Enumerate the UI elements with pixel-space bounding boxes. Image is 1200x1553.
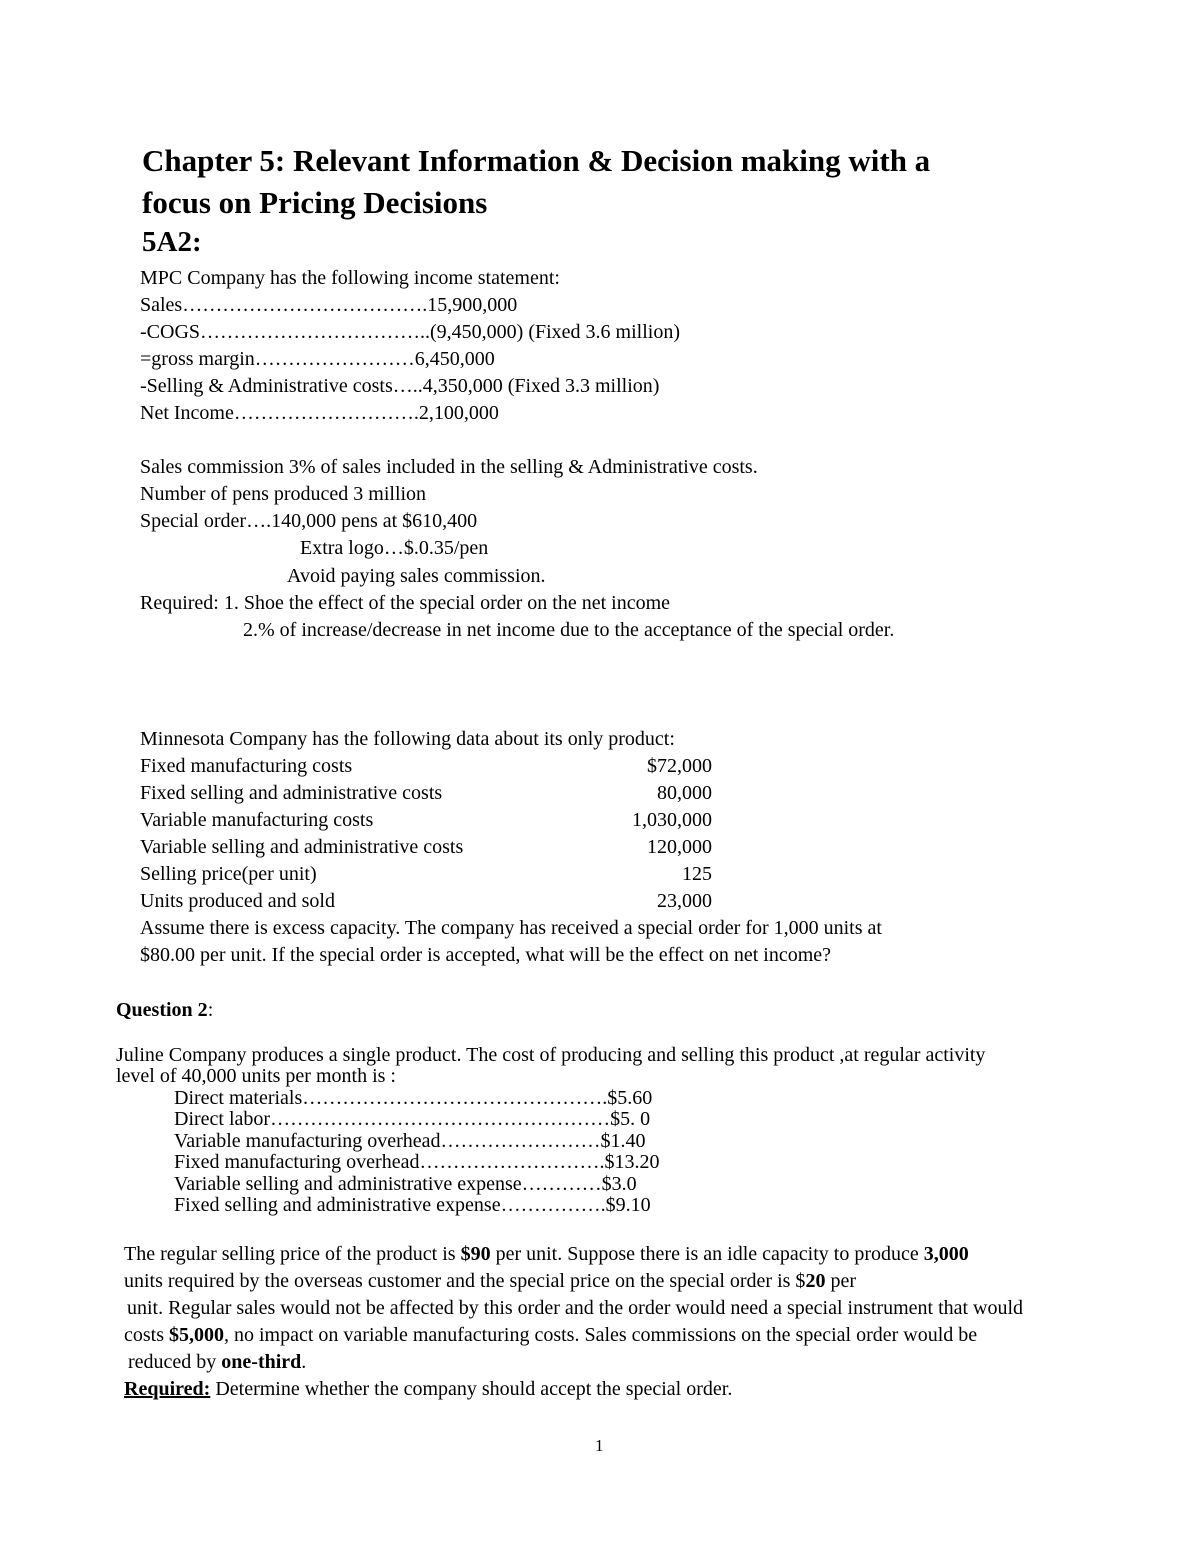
paragraph-line4 [124, 1322, 977, 1349]
minnesota-row [140, 753, 720, 780]
row-label: Units produced and sold [140, 890, 335, 912]
mpc-intro: MPC Company has the following income statement: [140, 267, 560, 289]
row-value: 1,030,000 [632, 809, 712, 831]
chapter-title-line2: focus on Pricing Decisions [142, 185, 488, 220]
required-text: Determine whether the company should accept the special order. [210, 1378, 733, 1400]
cost-5000: $5,000 [169, 1324, 224, 1346]
cost-variable-selling-admin: Variable selling and administrative expense…………$3.0 [174, 1173, 637, 1195]
row-value: 125 [682, 863, 712, 885]
required-line [124, 1376, 732, 1403]
note-avoid-commission: Avoid paying sales commission. [287, 565, 546, 587]
minnesota-intro: Minnesota Company has the following data about its only product: [140, 728, 675, 750]
statement-line-net-income: Net Income……………………….2,100,000 [140, 402, 499, 424]
note-special-order: Special order….140,000 pens at $610,400 [140, 510, 478, 532]
minnesota-row [140, 807, 720, 834]
row-value: $72,000 [647, 755, 712, 777]
note-sales-commission: Sales commission 3% of sales included in the selling & Administrative costs. [140, 456, 758, 478]
note-extra-logo: Extra logo…$.0.35/pen [300, 537, 489, 559]
text-span: . [301, 1351, 307, 1373]
row-label: Variable manufacturing costs [140, 809, 374, 831]
question-2-heading [116, 997, 213, 1024]
units-3000: 3,000 [923, 1243, 969, 1265]
text-span: costs [124, 1324, 169, 1346]
paragraph-line1 [124, 1241, 969, 1268]
juline-intro-line2: level of 40,000 units per month is : [116, 1065, 396, 1087]
price-20: 20 [805, 1270, 826, 1292]
row-label: Fixed selling and administrative costs [140, 782, 443, 804]
chapter-title-line1: Chapter 5: Relevant Information & Decision making with a [142, 143, 931, 178]
text-span: reduced by [128, 1351, 222, 1373]
paragraph-line2 [124, 1268, 856, 1295]
row-label: Fixed manufacturing costs [140, 755, 353, 777]
text-span: units required by the overseas customer and the special price on the special order is $ [124, 1270, 806, 1292]
text-span: , no impact on variable manufacturing costs. Sales commissions on the special order would be [224, 1324, 978, 1346]
note-pens-produced: Number of pens produced 3 million [140, 483, 427, 505]
section-heading-5a2: 5A2: [142, 226, 202, 258]
paragraph-line5 [128, 1349, 306, 1376]
cost-direct-labor: Direct labor……………………………………………$5. 0 [174, 1108, 651, 1130]
minnesota-row [140, 834, 720, 861]
cost-variable-mfg-overhead: Variable manufacturing overhead……………………$1.40 [174, 1130, 646, 1152]
text-span: per [825, 1270, 856, 1292]
minnesota-row [140, 861, 720, 888]
row-label: Variable selling and administrative costs [140, 836, 464, 858]
statement-line-selling-admin: -Selling & Administrative costs…..4,350,000 (Fixed 3.3 million) [140, 375, 660, 397]
minnesota-question-line1: Assume there is excess capacity. The company has received a special order for 1,000 units at [140, 917, 882, 939]
required-label: Required: [124, 1378, 211, 1400]
text-span: per unit. Suppose there is an idle capacity to produce [490, 1243, 924, 1265]
page-number: 1 [595, 1436, 604, 1455]
question-2-label: Question 2 [116, 999, 208, 1021]
minnesota-row [140, 780, 720, 807]
cost-fixed-selling-admin: Fixed selling and administrative expense…………….$9.10 [174, 1194, 651, 1216]
statement-line-gross-margin: =gross margin……………………6,450,000 [140, 348, 495, 370]
minnesota-question-line2: $80.00 per unit. If the special order is accepted, what will be the effect on net income? [140, 944, 832, 966]
cost-fixed-mfg-overhead: Fixed manufacturing overhead……………………….$13.20 [174, 1151, 660, 1173]
row-value: 23,000 [657, 890, 712, 912]
statement-line-cogs: -COGS……………………………..(9,450,000) (Fixed 3.6 million) [140, 321, 680, 343]
cost-direct-materials: Direct materials……………………………………….$5.60 [174, 1087, 653, 1109]
required-2: 2.% of increase/decrease in net income due to the acceptance of the special order. [243, 619, 895, 641]
question-2-colon: : [207, 999, 214, 1021]
paragraph-line3: unit. Regular sales would not be affected by this order and the order would need a special instrument that would [127, 1297, 1024, 1319]
row-value: 120,000 [647, 836, 712, 858]
juline-intro-line1: Juline Company produces a single product. The cost of producing and selling this product ,at regular activity [116, 1044, 986, 1066]
row-value: 80,000 [657, 782, 712, 804]
statement-line-sales: Sales……………………………….15,900,000 [140, 294, 518, 316]
price-90: $90 [460, 1243, 491, 1265]
minnesota-row [140, 888, 720, 915]
text-span: The regular selling price of the product is [124, 1243, 461, 1265]
one-third: one-third [221, 1351, 302, 1373]
row-label: Selling price(per unit) [140, 863, 317, 885]
required-1: Required: 1. Shoe the effect of the special order on the net income [140, 592, 670, 614]
